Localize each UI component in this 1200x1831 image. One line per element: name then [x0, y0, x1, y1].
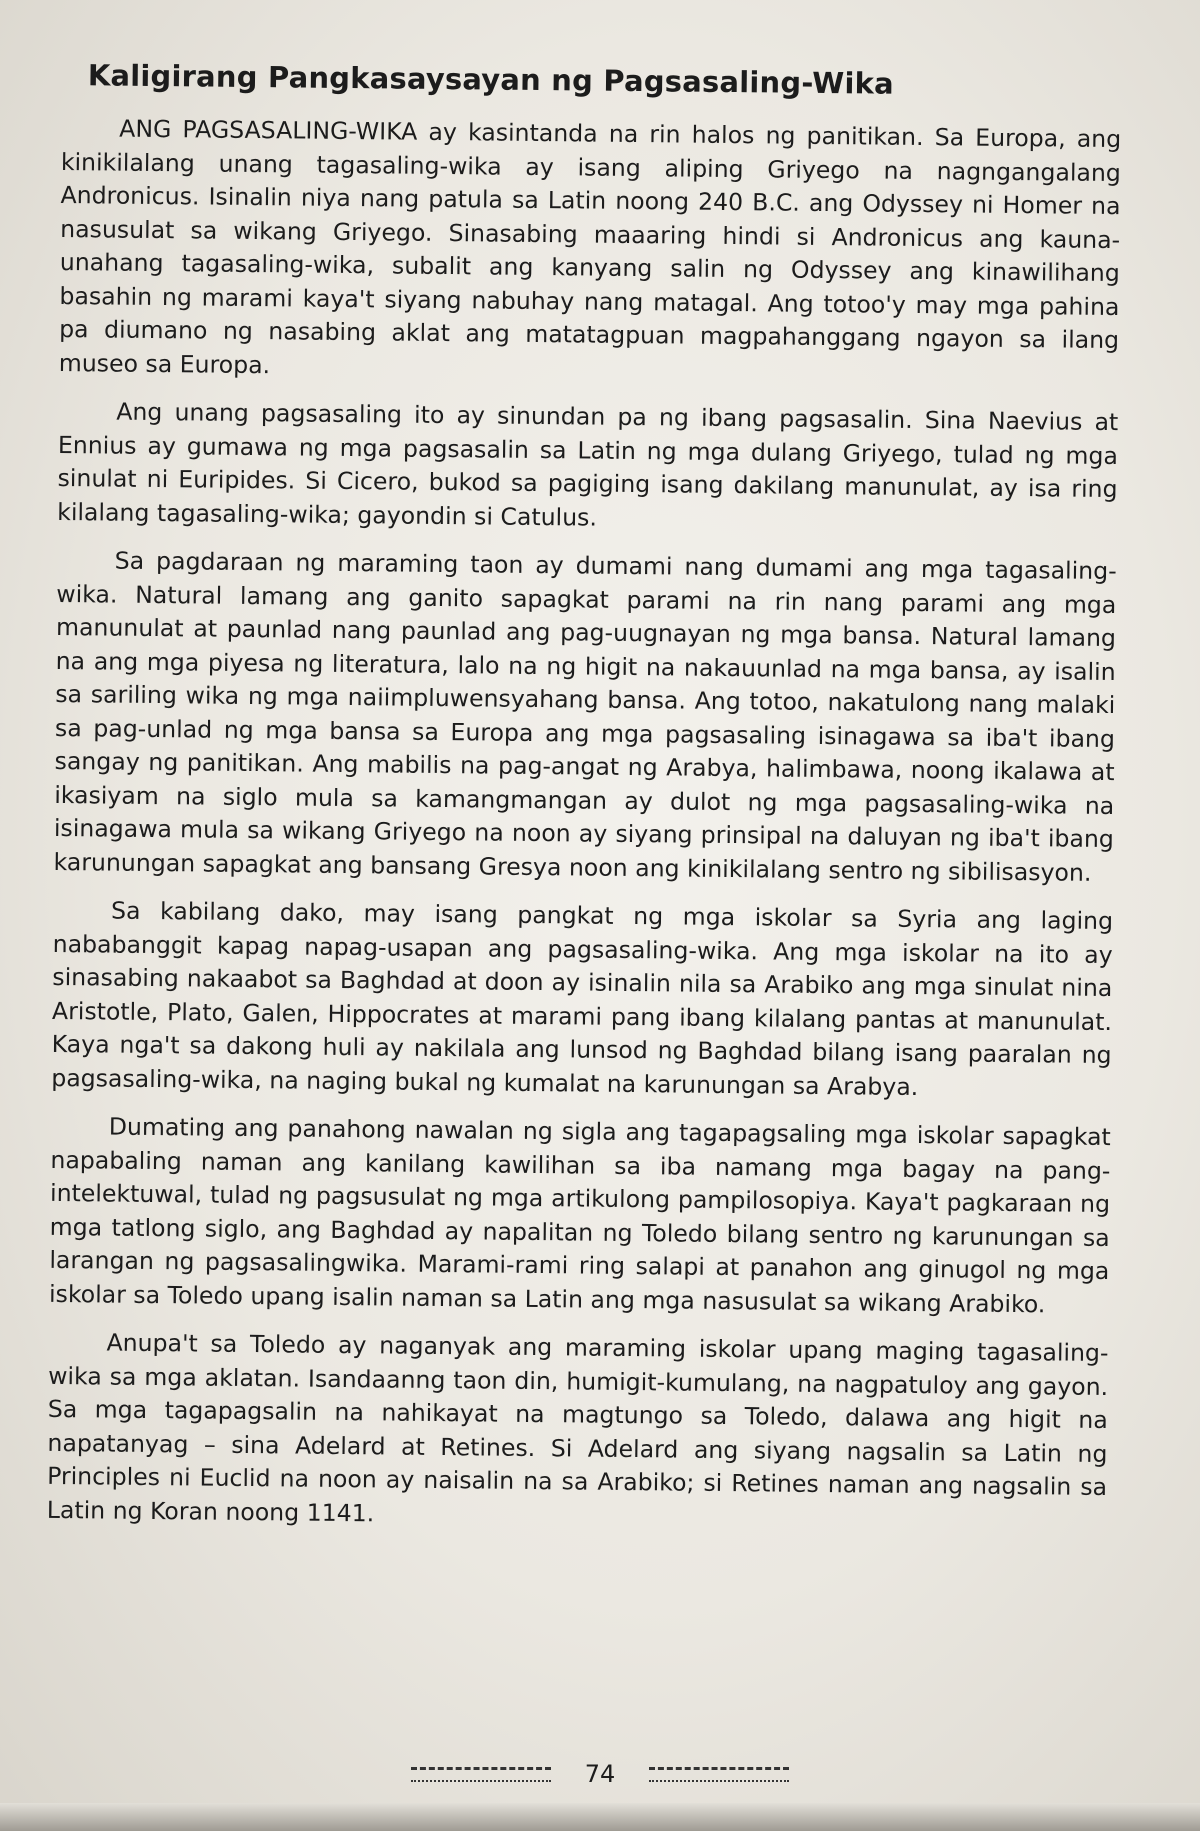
paragraph-6: Anupa't sa Toledo ay naganyak ang maraming iskolar upang maging tagasaling-wika sa mga aklatan. Isandaanng taon din, humigit-kumulang, na nagpatuloy ang gayon. Sa mga tagapagsalin na nahikayat na magtungo sa Toledo, dalawa ang higit na napatanyag – sina Adelard at Retines. Si Adelard ang siyang nagsalin sa Latin ng Principles ni Euclid na noon ay naisalin na sa Arabiko; si Retines naman ang nagsalin sa Latin ng Koran noong 1141.	[46, 1328, 1109, 1527]
page-content	[46, 58, 1121, 1553]
chapter-title: Kaligirang Pangkasaysayan ng Pagsasaling-Wika	[87, 58, 895, 101]
paragraph-4: Sa kabilang dako, may isang pangkat ng mga iskolar sa Syria ang laging nababanggit kapag napag-usapan ang pagsasaling-wika. Ang mga iskolar na ito ay sinasabing nakaabot sa Baghdad at doon ay isinalin nila sa Arabiko ang mga sinulat nina Aristotle, Plato, Galen, Hippocrates at marami pang ibang kilalang pantas at manunulat. Kaya nga't sa dakong huli ay nakilala ang lunsod ng Baghdad bilang isang paaralan ng pagsasaling-wika, na naging bukal ng kumalat na karunungan sa Arabya.	[51, 896, 1114, 1101]
paragraph-3: Sa pagdaraan ng maraming taon ay dumami nang dumami ang mga tagasaling-wika. Natural lamang ang ganito sapagkat parami na rin nang parami ang mga manunulat at paunlad nang paunlad ang pag-uugnayan ng mga bansa. Natural lamang na ang mga piyesa ng literatura, lalo na ng higit na nakauunlad na mga bansa, ay isalin sa sariling wika ng mga naiimpluwensyahang bansa. Ang totoo, nakatulong nang malaki sa pag-unlad ng mga bansa sa Europa ang mga pagsasaling isinagawa sa iba't ibang sangay ng panitikan. Ang mabilis na pag-angat ng Arabya, halimbawa, noong ikalawa at ikasiyam na siglo mula sa kamangmangan ay dulot ng mga pagsasaling-wika na isinagawa mula sa wikang Griyego na noon ay siyang prinsipal na daluyan ng iba't ibang karunungan sapagkat ang bansang Gresya noon ang kinikilalang sentro ng sibilisasyon.	[53, 546, 1117, 887]
paragraph-2: Ang unang pagsasaling ito ay sinundan pa ng ibang pagsasalin. Sina Naevius at Ennius ay gumawa ng mga pagsasalin sa Latin ng mga dulang Griyego, tulad ng mga sinulat ni Euripides. Si Cicero, bukod sa pagiging isang dakilang manunulat, ay isa ring kilalang tagasaling-wika; gayondin si Catulus.	[57, 397, 1119, 532]
page-footer	[0, 1760, 1200, 1788]
footer-rule-right	[649, 1767, 789, 1782]
footer-rule-left	[411, 1767, 551, 1782]
paragraph-5: Dumating ang panahong nawalan ng sigla ang tagapagsaling mga iskolar sapagkat napabaling naman ang kanilang kawilihan sa iba namang mga bagay na pang-intelektuwal, tulad ng pagsusulat ng mga artikulong pampilosopiya. Kaya't pagkaraan ng mga tatlong siglo, ang Baghdad ay napalitan ng Toledo bilang sentro ng karunungan sa larangan ng pagsasalingwika. Marami-rami ring salapi at panahon ang ginugol ng mga iskolar sa Toledo upang isalin naman sa Latin ang mga nasusulat sa wikang Arabiko.	[48, 1112, 1111, 1318]
page-number: 74	[584, 1760, 616, 1788]
paragraph-1: ANG PAGSASALING-WIKA ay kasintanda na rin halos ng panitikan. Sa Europa, ang kinikilalang unang tagasaling-wika ay isang aliping Griyego na nagngangalang Andronicus. Isinalin niya nang patula sa Latin noong 240 B.C. ang Odyssey ni Homer na nasusulat sa wikang Griyego. Sinasabing maaaring hindi si Andronicus ang kauna-unahang tagasaling-wika, subalit ang kanyang salin ng Odyssey ang kinawilihang basahin ng marami kaya't siyang nabuhay nang matagal. Ang totoo'y may mga pahina pa diumano ng nasabing aklat ang matatagpuan magpahanggang ngayon sa ilang museo sa Europa.	[58, 114, 1122, 379]
